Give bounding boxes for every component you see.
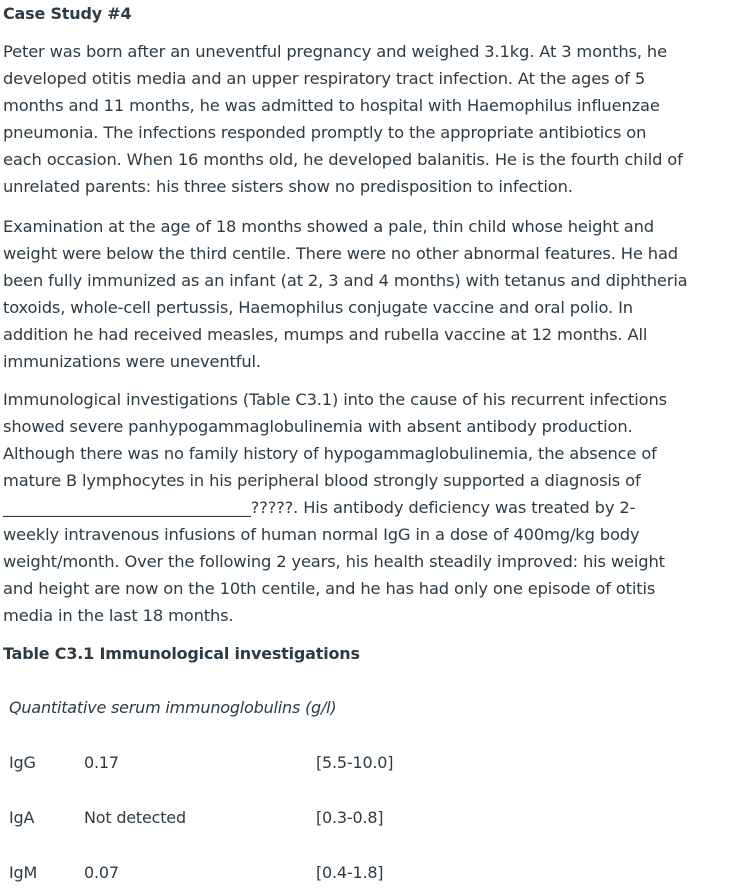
paragraph-line: been fully immunized as an infant (at 2, 3 and 4 months) with tetanus and diphtheria [3,271,688,290]
immunoglobulin-value: Not detected [84,808,186,827]
paragraph-line: Examination at the age of 18 months showed a pale, thin child whose height and [3,217,654,236]
investigations-paragraph [3,386,703,629]
paragraph-line: and height are now on the 10th centile, and he has had only one episode of otitis [3,579,656,598]
paragraph-line: toxoids, whole-cell pertussis, Haemophilus conjugate vaccine and oral polio. In [3,298,633,317]
immunoglobulin-name: IgM [9,863,38,882]
examination-paragraph [3,213,703,375]
paragraph-line: addition he had received measles, mumps and rubella vaccine at 12 months. All [3,325,648,344]
reference-range: [5.5-10.0] [316,753,394,772]
table-row [3,753,729,777]
paragraph-line: weight/month. Over the following 2 years, his health steadily improved: his weight [3,552,665,571]
paragraph-line: unrelated parents: his three sisters show no predisposition to infection. [3,177,573,196]
immunoglobulin-value: 0.07 [84,863,119,882]
reference-range: [0.4-1.8] [316,863,384,882]
paragraph-line: Immunological investigations (Table C3.1) into the cause of his recurrent infections [3,390,667,409]
immunoglobulin-name: IgA [9,808,35,827]
paragraph-line: pneumonia. The infections responded promptly to the appropriate antibiotics on [3,123,647,142]
paragraph-line: weight were below the third centile. There were no other abnormal features. He had [3,244,678,263]
diagnosis-blank-line: _______________________________?????. His antibody deficiency was treated by 2- [3,498,636,517]
case-study-title: Case Study #4 [3,4,132,23]
history-paragraph [3,38,703,200]
paragraph-line: months and 11 months, he was admitted to hospital with Haemophilus influenzae [3,96,660,115]
immunoglobulin-value: 0.17 [84,753,119,772]
paragraph-line: weekly intravenous infusions of human normal IgG in a dose of 400mg/kg body [3,525,640,544]
table-row [3,808,729,832]
table-subtitle: Quantitative serum immunoglobulins (g/l) [9,698,337,717]
paragraph-line: each occasion. When 16 months old, he developed balanitis. He is the fourth child of [3,150,683,169]
paragraph-line: Although there was no family history of hypogammaglobulinemia, the absence of [3,444,657,463]
paragraph-line: showed severe panhypogammaglobulinemia with absent antibody production. [3,417,633,436]
table-title: Table C3.1 Immunological investigations [3,644,360,663]
table-row [3,863,729,887]
paragraph-line: immunizations were uneventful. [3,352,261,371]
paragraph-line: media in the last 18 months. [3,606,234,625]
paragraph-line: Peter was born after an uneventful pregnancy and weighed 3.1kg. At 3 months, he [3,42,667,61]
paragraph-line: developed otitis media and an upper respiratory tract infection. At the ages of 5 [3,69,646,88]
paragraph-line: mature B lymphocytes in his peripheral blood strongly supported a diagnosis of [3,471,641,490]
reference-range: [0.3-0.8] [316,808,384,827]
immunoglobulin-name: IgG [9,753,36,772]
